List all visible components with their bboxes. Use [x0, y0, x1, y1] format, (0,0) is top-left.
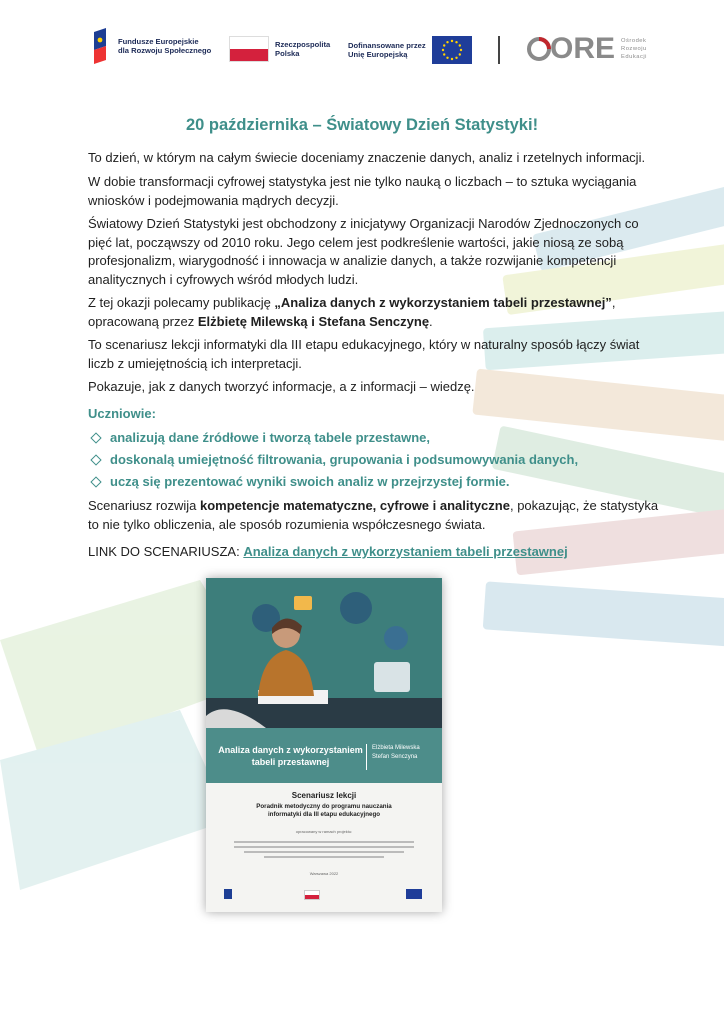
paragraph-7: [88, 497, 660, 534]
fe-line-1: Fundusze Europejskie: [118, 37, 199, 46]
logo-bar: [94, 28, 654, 72]
scenario-link-line: [88, 543, 660, 562]
cover-subtitle-line-2: informatyki dla III etapu edukacyjnego: [267, 811, 381, 818]
paragraph-3: Światowy Dzień Statystyki jest obchodzony z inicjatywy Organizacji Narodów Zjednoczonych co pięć lat, począwszy od 2010 roku. Jego celem jest podkreślenie wartości, jakie niosą ze sobą profesjonalizm, wiarygodność i innowacja w analizie danych, a także rozwijanie kompetencji analitycznych i cyfrowych wśród młodych ludzi.: [88, 216, 639, 287]
list-item: [92, 427, 578, 449]
cover-subtitle: Scenariusz lekcji: [291, 791, 357, 800]
authors-names: Elżbietę Milewską i Stefana Senczynę: [197, 313, 430, 329]
cover-eu-icon: [406, 889, 422, 899]
list-item: [92, 449, 578, 471]
ore-line-3: Edukacji: [621, 54, 647, 60]
scenario-link[interactable]: Analiza danych z wykorzystaniem tabeli przestawnej: [243, 544, 568, 559]
ue-line-1: Dofinansowane przez: [348, 41, 426, 50]
p7-end: , pokazując, że statystyka to nie tylko obliczenia, ale sposób rozumienia współczesnego świata.: [88, 498, 659, 532]
cover-white-panel: [206, 783, 442, 912]
paragraph-4: [88, 294, 660, 331]
paragraph-1: To dzień, w którym na całym świecie doceniamy znaczenie danych, analiz i rzetelnych informacji.: [88, 150, 646, 165]
cover-logo-strip: [224, 887, 424, 901]
fundusze-europejskie-logo: [94, 28, 211, 64]
cover-place-year: Warszawa 2022: [309, 871, 339, 876]
cover-author-2: Stefan Senczyna: [372, 754, 418, 760]
rp-line-2: Polska: [275, 49, 300, 58]
rp-line-1: Rzeczpospolita: [275, 40, 331, 49]
cover-photo-illustration: [206, 578, 442, 728]
cover-title-line-1: Analiza danych z wykorzystaniem: [218, 745, 363, 755]
cover-flag-icon: [304, 890, 320, 900]
fe-line-2: dla Rozwoju Społecznego: [118, 46, 212, 55]
ore-word: ORE: [550, 32, 616, 65]
cover-authors: [372, 744, 420, 762]
bullet-text: uczą się prezentować wyniki swoich analiz w przejrzystej formie.: [110, 474, 510, 489]
cover-author-1: Elżbieta Milewska: [372, 745, 420, 751]
publication-cover-image[interactable]: [206, 578, 442, 912]
bullet-text: analizują dane źródłowe i tworzą tabele przestawne,: [110, 430, 431, 445]
bullet-diamond-icon: [90, 476, 101, 487]
logo-separator: [498, 36, 500, 64]
cover-fe-icon: [224, 889, 232, 899]
page-title: 20 października – Światowy Dzień Statystyki!: [185, 116, 539, 134]
p7-pre: Scenariusz rozwija: [88, 498, 200, 513]
ore-line-2: Rozwoju: [621, 46, 647, 52]
link-label: LINK DO SCENARIUSZA:: [88, 544, 244, 559]
list-item: [92, 471, 578, 493]
students-bullet-list: [92, 427, 578, 493]
cover-small-note: opracowany w ramach projektu:: [295, 829, 353, 834]
p4-mid: , opracowaną przez: [88, 295, 616, 329]
cover-subtitle-line-1: Poradnik metodyczny do programu nauczania: [256, 803, 392, 810]
ore-logo: [526, 32, 647, 66]
cover-separator: [366, 744, 367, 770]
fundusze-europejskie-icon: [94, 28, 112, 64]
publication-title: „Analiza danych z wykorzystaniem tabeli przestawnej”: [274, 295, 612, 310]
competences: kompetencje matematyczne, cyfrowe i analityczne: [200, 498, 510, 513]
p4-end: .: [429, 313, 433, 329]
ore-ring-icon: [526, 36, 552, 62]
eu-flag-icon: [432, 36, 472, 64]
paragraph-5: To scenariusz lekcji informatyki dla III etapu edukacyjnego, który w naturalny sposób łączy świat liczb z umiejętnością ich interpretacji.: [88, 337, 640, 371]
rzeczpospolita-logo: [229, 36, 330, 62]
cover-fine-print: [206, 839, 442, 865]
p4-pre: Z tej okazji polecamy publikację: [88, 295, 275, 310]
cover-title-line-2: tabeli przestawnej: [251, 757, 330, 767]
bullet-diamond-icon: [90, 454, 101, 465]
ue-line-2: Unię Europejską: [348, 50, 408, 59]
paragraph-6: Pokazuje, jak z danych tworzyć informacje, a z informacji – wiedzę.: [88, 379, 475, 394]
students-label: Uczniowie:: [88, 406, 156, 421]
paragraph-2: W dobie transformacji cyfrowej statystyka jest nie tylko nauką o liczbach – to sztuka wyciągania wniosków i podejmowania mądrych decyzji.: [88, 174, 637, 208]
eu-logo: [348, 36, 472, 64]
polish-flag-icon: [229, 36, 269, 62]
bullet-diamond-icon: [90, 432, 101, 443]
ore-line-1: Ośrodek: [621, 38, 647, 44]
cover-title: [218, 744, 363, 768]
bullet-text: doskonalą umiejętność filtrowania, grupowania i podsumowywania danych,: [110, 452, 579, 467]
